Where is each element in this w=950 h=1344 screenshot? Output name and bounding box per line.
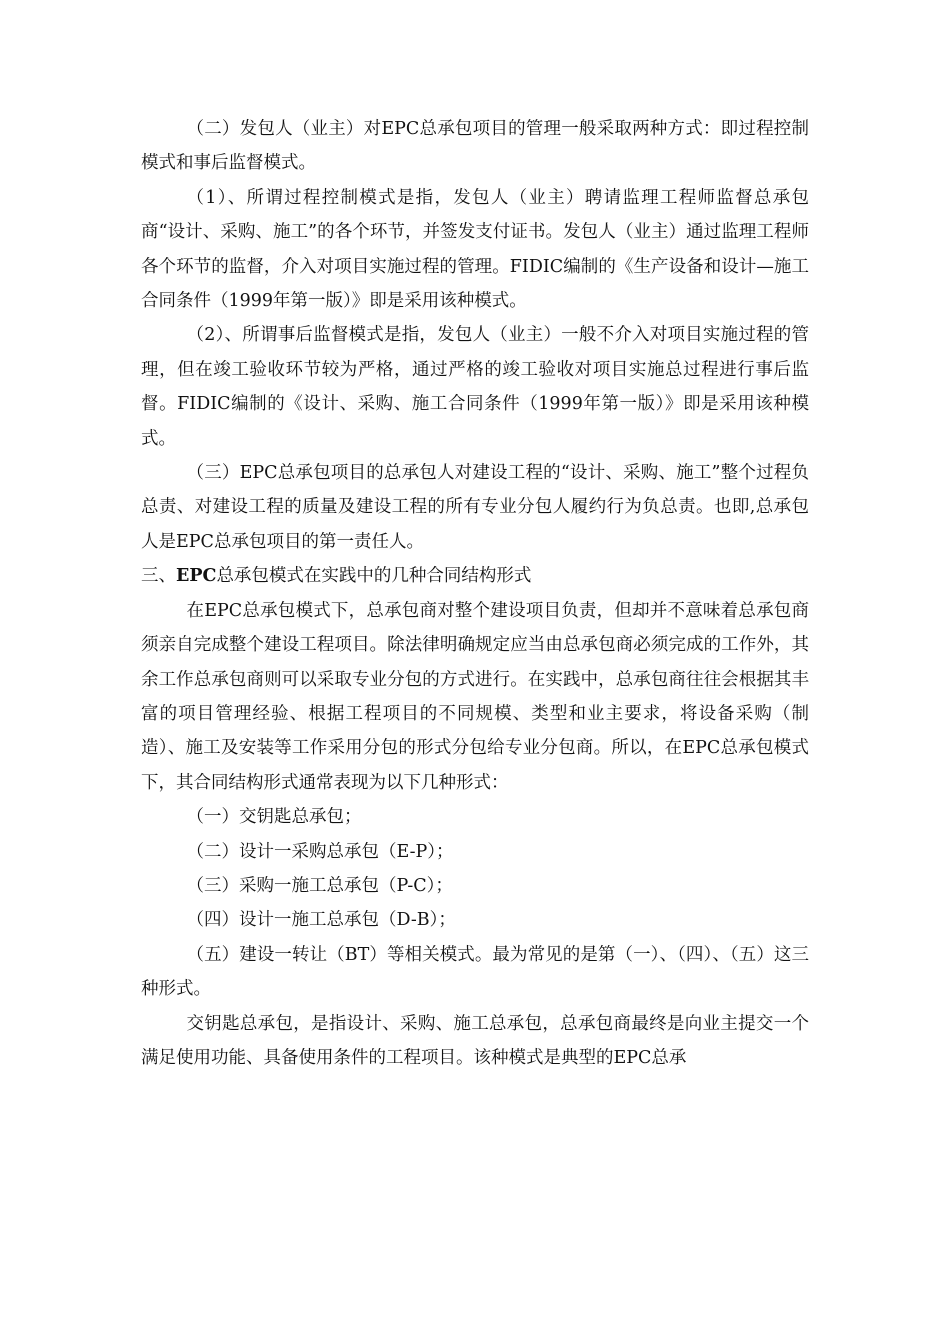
document-page: [141, 112, 809, 1075]
paragraph-post-supervision: （2）、所谓事后监督模式是指，发包人（业主）一般不介入对项目实施过程的管理，但在竣工验收环节较为严格，通过严格的竣工验收对项目实施总过程进行事后监督。FIDIC编制的《设计、采购、施工合同条件（1999年第一版）》即是采用该种模式。: [141, 325, 809, 449]
paragraph-subcontracting: 在EPC总承包模式下，总承包商对整个建设项目负责，但却并不意味着总承包商须亲自完成整个建设工程项目。除法律明确规定应当由总承包商必须完成的工作外，其余工作总承包商则可以采取专业分包的方式进行。在实践中，总承包商往往会根据其丰富的项目管理经验、根据工程项目的不同规模、类型和业主要求，将设备采购（制造）、施工及安装等工作采用分包的形式分包给专业分包商。所以，在EPC总承包模式下，其合同结构形式通常表现为以下几种形式：: [141, 600, 809, 793]
list-item-turnkey: （一）交钥匙总承包；: [186, 807, 362, 828]
list-item-e-p: （二）设计一采购总承包（E-P）；: [186, 841, 454, 862]
list-item-d-b: （四）设计一施工总承包（D-B）；: [186, 910, 456, 931]
list-item-bt: （五）建设一转让（BT）等相关模式。最为常见的是第（一）、（四）、（五）这三种形式。: [141, 944, 809, 1000]
paragraph-process-control: （1）、所谓过程控制模式是指，发包人（业主）聘请监理工程师监督总承包商“设计、采购、施工”的各个环节，并签发支付证书。发包人（业主）通过监理工程师各个环节的监督，介入对项目实施过程的管理。FIDIC编制的《生产设备和设计—施工合同条件（1999年第一版）》即是采用该种模式。: [141, 187, 809, 312]
list-item-p-c: （三）采购一施工总承包（P-C）；: [186, 875, 453, 896]
paragraph-owner-management: （二）发包人（业主）对EPC总承包项目的管理一般采取两种方式：即过程控制模式和事后监督模式。: [141, 119, 809, 174]
section-heading: [141, 559, 809, 593]
heading-prefix: 三、: [141, 566, 176, 587]
paragraph-turnkey-definition: 交钥匙总承包，是指设计、采购、施工总承包，总承包商最终是向业主提交一个满足使用功能、具备使用条件的工程项目。该种模式是典型的EPC总承: [141, 1013, 809, 1068]
heading-rest: 总承包模式在实践中的几种合同结构形式: [216, 566, 532, 587]
heading-bold: EPC: [176, 566, 217, 587]
paragraph-general-contractor-responsibility: （三）EPC总承包项目的总承包人对建设工程的“设计、采购、施工”整个过程负总责、对建设工程的质量及建设工程的所有专业分包人履约行为负总责。也即,总承包人是EPC总承包项目的第一责任人。: [141, 463, 809, 552]
